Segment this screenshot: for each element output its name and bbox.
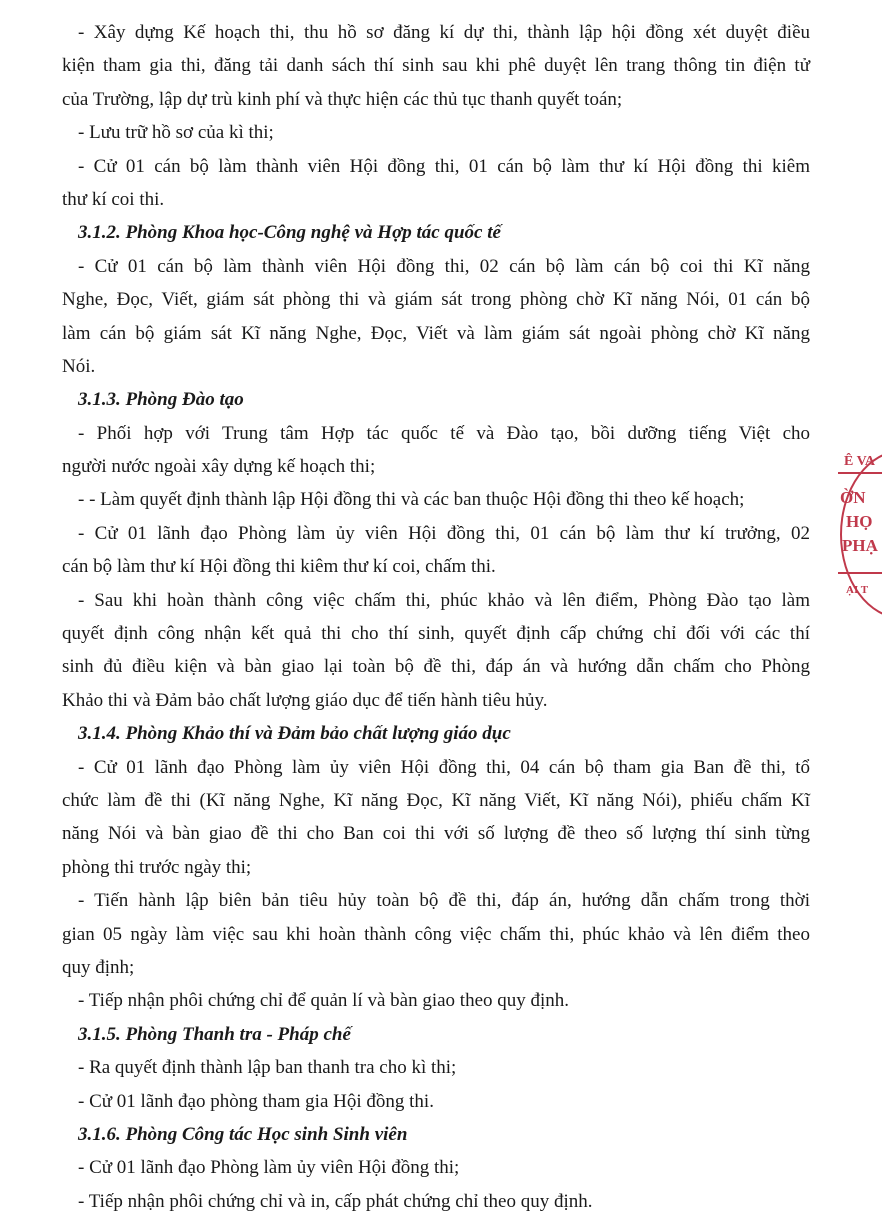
text-line: cán bộ làm thư kí Hội đồng thi kiêm thư kí coi, chấm thi.	[62, 556, 496, 578]
section-intro	[62, 16, 810, 216]
paragraph	[62, 517, 810, 584]
section-s312	[62, 216, 810, 383]
section-s313	[62, 383, 810, 717]
section-heading: 3.1.4. Phòng Khảo thí và Đảm bảo chất lượng giáo dục	[78, 723, 511, 745]
section-heading: 3.1.3. Phòng Đào tạo	[78, 389, 244, 411]
text-line: Nghe, Đọc, Viết, giám sát phòng thi và giám sát trong phòng chờ Kĩ năng Nói, 01 cán bộ	[62, 289, 810, 311]
paragraph	[62, 751, 810, 885]
stamp-text: HỌ	[846, 512, 873, 531]
text-line: - Cử 01 lãnh đạo Phòng làm ủy viên Hội đồng thi, 01 cán bộ làm thư kí trưởng, 02	[78, 522, 810, 544]
document-body	[62, 16, 810, 1218]
paragraph	[62, 483, 810, 516]
text-line: - - Làm quyết định thành lập Hội đồng thi và các ban thuộc Hội đồng thi theo kế hoạch;	[78, 489, 745, 511]
paragraph	[62, 1151, 810, 1184]
text-line: phòng thi trước ngày thi;	[62, 856, 252, 878]
stamp-text: ỜN	[840, 488, 866, 507]
red-seal-stamp	[838, 448, 882, 628]
section-heading: 3.1.6. Phòng Công tác Học sinh Sinh viên	[78, 1123, 408, 1145]
paragraph	[62, 984, 810, 1017]
paragraph	[62, 1085, 810, 1118]
paragraph	[62, 417, 810, 484]
section-heading: 3.1.2. Phòng Khoa học-Công nghệ và Hợp tác quốc tế	[78, 222, 501, 244]
paragraph	[62, 584, 810, 718]
text-line: Khảo thi và Đảm bảo chất lượng giáo dục để tiến hành tiêu hủy.	[62, 689, 548, 711]
text-line: - Lưu trữ hồ sơ của kì thi;	[78, 122, 274, 144]
section-heading: 3.1.5. Phòng Thanh tra - Pháp chế	[78, 1023, 351, 1045]
text-line: quyết định công nhận kết quả thi cho thí sinh, quyết định cấp chứng chỉ đối với các thí	[62, 623, 810, 645]
text-line: - Tiến hành lập biên bản tiêu hủy toàn bộ đề thi, đáp án, hướng dẫn chấm trong thời	[78, 890, 810, 912]
text-line: - Cử 01 lãnh đạo phòng tham gia Hội đồng thi.	[78, 1090, 434, 1112]
text-line: - Xây dựng Kế hoạch thi, thu hồ sơ đăng kí dự thi, thành lập hội đồng xét duyệt điều	[78, 22, 810, 43]
paragraph	[62, 1051, 810, 1084]
section-s315	[62, 1018, 810, 1118]
stamp-text: PHẠ	[842, 536, 878, 555]
text-line: - Phối hợp với Trung tâm Hợp tác quốc tế và Đào tạo, bồi dưỡng tiếng Việt cho	[78, 422, 810, 444]
text-line: - Ra quyết định thành lập ban thanh tra cho kì thi;	[78, 1057, 457, 1079]
text-line: của Trường, lập dự trù kinh phí và thực hiện các thủ tục thanh quyết toán;	[62, 88, 623, 110]
stamp-text: ẠI T	[846, 584, 869, 596]
paragraph	[62, 1185, 810, 1218]
paragraph	[62, 150, 810, 217]
paragraph	[62, 16, 810, 116]
text-line: - Cử 01 cán bộ làm thành viên Hội đồng thi, 02 cán bộ làm cán bộ coi thi Kĩ năng	[78, 255, 810, 277]
text-line: - Cử 01 lãnh đạo Phòng làm ủy viên Hội đồng thi;	[78, 1157, 460, 1179]
text-line: - Cử 01 cán bộ làm thành viên Hội đồng thi, 01 cán bộ làm thư kí Hội đồng thi kiêm	[78, 155, 810, 177]
text-line: - Tiếp nhận phôi chứng chỉ và in, cấp phát chứng chỉ theo quy định.	[78, 1190, 593, 1212]
text-line: Nói.	[62, 355, 96, 377]
text-line: kiện tham gia thi, đăng tải danh sách thí sinh sau khi phê duyệt lên trang thông tin điện tử	[62, 55, 810, 77]
text-line: gian 05 ngày làm việc sau khi hoàn thành công việc chấm thi, phúc khảo và lên điểm theo	[62, 923, 810, 945]
section-s314	[62, 717, 810, 1018]
text-line: làm cán bộ giám sát Kĩ năng Nghe, Đọc, Viết và làm giám sát ngoài phòng chờ Kĩ năng	[62, 322, 810, 344]
text-line: người nước ngoài xây dựng kế hoạch thi;	[62, 456, 376, 478]
paragraph	[62, 884, 810, 984]
stamp-text: Ê VA	[844, 454, 876, 469]
text-line: quy định;	[62, 956, 135, 978]
text-line: - Cử 01 lãnh đạo Phòng làm ủy viên Hội đồng thi, 04 cán bộ tham gia Ban đề thi, tổ	[78, 756, 810, 778]
text-line: thư kí coi thi.	[62, 188, 165, 210]
paragraph	[62, 250, 810, 384]
text-line: sinh đủ điều kiện và bàn giao lại toàn bộ đề thi, đáp án và hướng dẫn chấm cho Phòng	[62, 656, 810, 678]
paragraph	[62, 116, 810, 149]
section-s316	[62, 1118, 810, 1218]
text-line: - Sau khi hoàn thành công việc chấm thi, phúc khảo và lên điểm, Phòng Đào tạo làm	[78, 589, 810, 611]
text-line: chức làm đề thi (Kĩ năng Nghe, Kĩ năng Đọc, Kĩ năng Viết, Kĩ năng Nói), phiếu chấm Kĩ	[62, 789, 810, 811]
text-line: - Tiếp nhận phôi chứng chỉ để quản lí và bàn giao theo quy định.	[78, 990, 570, 1012]
text-line: năng Nói và bàn giao đề thi cho Ban coi thi với số lượng đề theo số lượng thí sinh từng	[62, 823, 810, 845]
